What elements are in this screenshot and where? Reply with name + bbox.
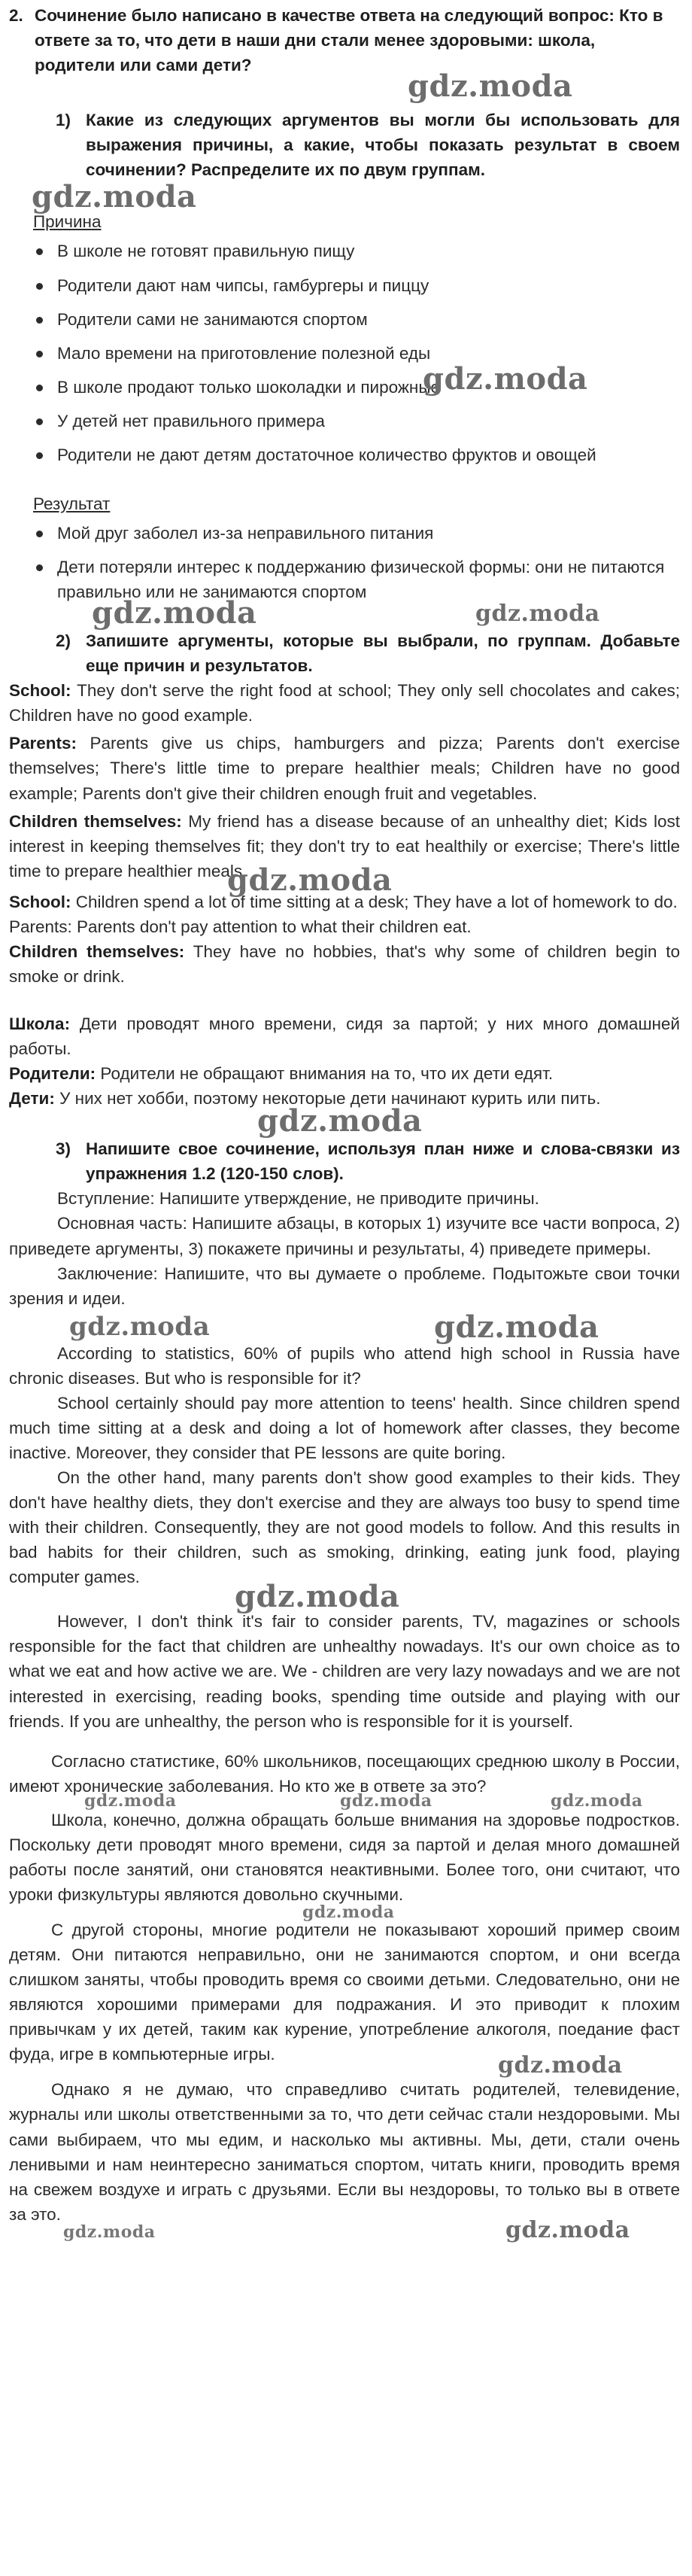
spacer (9, 989, 680, 1011)
list-item: Мой друг заболел из-за неправильного питания (9, 521, 680, 546)
group-label: Children themselves: (9, 941, 185, 961)
group-text: Родители не обращают внимания на то, что их дети едят. (96, 1064, 554, 1084)
watermark-row (9, 68, 680, 105)
list-item: У детей нет правильного примера (9, 409, 680, 433)
essay-ru-paragraph: Однако я не думаю, что справедливо считать родителей, телевидение, журналы или школы ответственными за то, что дети сейчас стали нездоровыми. Мы сами выбираем, что мы едим, и насколько мы активны. Мы, дети, стали очень ленивыми и нам неинтересно заниматься спортом, читать книги, проводить время на свежем воздухе и играть с друзьями. Если вы нездоровы, то только вы в ответе за это. (9, 2080, 680, 2224)
essay-ru-paragraph: Школа, конечно, должна обращать больше внимания на здоровье подростков. Поскольку дети проводят много времени, сидя за партой и делая много домашней работы после занятий, они становятся неактивными. Более того, они считают, что уроки физкультуры являются довольно скучными. (9, 1810, 680, 1904)
group-parents (9, 731, 680, 805)
list-item: В школе не готовят правильную пищу (9, 239, 680, 263)
group-label: Parents: (9, 734, 77, 753)
group-text: They don't serve the right food at school; They only sell chocolates and cakes; Children have no good example. (9, 681, 680, 725)
watermark-row (9, 2052, 680, 2079)
task-2-text: Запишите аргументы, которые вы выбрали, по группам. Добавьте еще причин и результатов. (86, 631, 680, 676)
causes-heading: Причина (33, 212, 102, 232)
watermark: gdz.moda (505, 2216, 630, 2243)
task-2 (9, 628, 680, 678)
russian-groups (9, 1011, 680, 1111)
task-2-number: 2) (56, 631, 71, 651)
watermark: gdz.moda (92, 595, 257, 631)
task-3-text: Напишите свое сочинение, используя план ниже и слова-связки из упражнения 1.2 (120-150 слов). (86, 1139, 680, 1184)
essay-en-paragraph: School certainly should pay more attention to teens' health. Since children spend much time sitting at a desk and doing a lot of homework after classes, they become inactive. Moreover, they consider that PE lessons are quite boring. (9, 1393, 680, 1462)
plan-conclusion: Заключение: Напишите, что вы думаете о проблеме. Подытожьте свои точки зрения и идеи. (9, 1264, 680, 1308)
group-text: My friend has a disease because of an unhealthy diet; Kids lost interest in keeping themselves fit; they don't try to eat healthily or exercise; There's little time to prepare healthier meals. (9, 811, 680, 880)
task-1-number: 1) (56, 111, 71, 130)
list-item: Родители дают нам чипсы, гамбургеры и пиццу (9, 273, 680, 298)
group-text: Parents: Parents don't pay attention to what their children eat. (9, 917, 472, 936)
watermark-row (9, 1309, 680, 1345)
watermark: gdz.moda (423, 360, 588, 397)
list-item: Мало времени на приготовление полезной еды (9, 341, 680, 366)
watermark: gdz.moda (434, 1309, 599, 1345)
group-children-extra (9, 939, 680, 989)
watermark-row (9, 1103, 680, 1139)
watermark: gdz.moda (475, 601, 600, 628)
essay-ru-paragraph: С другой стороны, многие родители не показывают хороший пример своим детям. Они питаются неправильно, они не занимаются спортом, и они всегда слишком заняты, чтобы проводить время со своими детьми. Следовательно, они не являются хорошими примерами для подражания. И это приводит к плохим привычкам у их детей, таким как курение, употребление алкоголя, поедание фаст фуда, игре в компьютерные игры. (9, 1921, 680, 2064)
list-item (9, 360, 680, 400)
watermark: gdz.moda (340, 1790, 432, 1811)
essay-ru-paragraph: Согласно статистике, 60% школьников, посещающих среднюю школу в России, имеют хронические заболевания. Но кто же в ответе за это? (9, 1751, 680, 1796)
watermark: gdz.moda (69, 1311, 211, 1342)
watermark-row (9, 595, 680, 631)
group-text: Дети проводят много времени, сидя за партой; у них много домашней работы. (9, 1014, 680, 1059)
results-heading: Результат (33, 494, 111, 513)
group-label: Children themselves: (9, 811, 182, 831)
watermark-row (9, 2216, 680, 2243)
results-list (9, 521, 680, 604)
list-item-text: В школе продают только шоколадки и пирожные (57, 377, 441, 397)
watermark: gdz.moda (302, 1902, 395, 1922)
list-item: Родители сами не занимаются спортом (9, 307, 680, 332)
group-label: Родители: (9, 1064, 96, 1084)
watermark: gdz.moda (32, 179, 197, 215)
group-text: У них нет хобби, поэтому некоторые дети начинают курить или пить. (54, 1089, 601, 1109)
watermark: gdz.moda (63, 2222, 156, 2242)
group-school (9, 678, 680, 728)
list-item: Родители не дают детям достаточное количество фруктов и овощей (9, 443, 680, 467)
watermark-row (9, 1579, 680, 1615)
watermark-row (9, 179, 680, 215)
english-groups (9, 678, 680, 989)
essay-en-paragraph: According to statistics, 60% of pupils who attend high school in Russia have chronic diseases. But who is responsible for it? (9, 1343, 680, 1388)
spacer (9, 1734, 680, 1749)
list-item: Дети потеряли интерес к поддержанию физической формы: они не питаются правильно или не занимаются спортом (9, 555, 680, 604)
group-text: They have no hobbies, that's why some of children begin to smoke or drink. (9, 941, 680, 986)
question-text: Сочинение было написано в качестве ответа на следующий вопрос: Кто в ответе за то, что дети в наши дни стали менее здоровыми: школа, родители или сами дети? (35, 6, 663, 75)
task-3-number: 3) (56, 1139, 71, 1159)
watermark: gdz.moda (235, 1579, 400, 1615)
group-label: Школа: (9, 1014, 71, 1033)
plan-body: Основная часть: Напишите абзацы, в которых 1) изучите все части вопроса, 2) приведете аргументы, 3) покажете причины и результаты, 4) приведете примеры. (9, 1214, 680, 1258)
task-3 (9, 1136, 680, 1186)
group-children (9, 809, 680, 898)
essay-en-paragraph: However, I don't think it's fair to consider parents, TV, magazines or schools responsible for the fact that children are unhealthy nowadays. It's our own choice as to what we eat and how active we are. We - children are very lazy nowadays and we are not interested in exercising, reading books, spending time outside and playing with our friends. If you are unhealthy, the person who is responsible for it is yourself. (9, 1612, 680, 1731)
group-label: School: (9, 681, 71, 701)
group-text: Children spend a lot of time sitting at a desk; They have a lot of homework to do. (71, 892, 678, 911)
watermark: gdz.moda (227, 862, 393, 898)
paragraph-text: On the other hand, many parents don't show good examples to their kids. They don't have healthy diets, they don't exercise and they are always too busy to spend time with their children. Consequently, they are not good models to follow. And this results in bad habits for their children, such as smoking, drinking, eating junk food, playing computer games. (9, 1468, 680, 1587)
essay-en-paragraph (9, 1465, 680, 1589)
group-parents-ru (9, 1061, 680, 1086)
task-1-text: Какие из следующих аргументов вы могли бы использовать для выражения причины, а какие, чтобы показать результат в своем сочинении? Распределите их по двум группам. (86, 111, 680, 180)
watermark-row (9, 1902, 680, 1922)
watermark: gdz.moda (408, 68, 573, 105)
group-parents-extra (9, 914, 680, 939)
question-number: 2. (9, 6, 23, 25)
question (9, 3, 680, 78)
essay-russian (9, 1749, 680, 2242)
watermark: gdz.moda (84, 1790, 177, 1811)
essay-english (9, 1341, 680, 1734)
watermark: gdz.moda (551, 1790, 643, 1811)
watermark: gdz.moda (257, 1103, 423, 1139)
group-school-ru (9, 1011, 680, 1061)
group-label: School: (9, 892, 71, 911)
plan-intro: Вступление: Напишите утверждение, не приводите причины. (57, 1189, 539, 1209)
watermark: gdz.moda (498, 2052, 623, 2079)
task-1 (9, 108, 680, 182)
group-text: Parents give us chips, hamburgers and pizza; Parents don't exercise themselves; There's little time to prepare healthier meals; Children have no good example; Parents don't give their children enough fruit and vegetables. (9, 734, 680, 803)
essay-plan (9, 1186, 680, 1310)
group-label: Дети: (9, 1089, 55, 1109)
causes-list (9, 239, 680, 467)
watermark-row (9, 1790, 680, 1811)
